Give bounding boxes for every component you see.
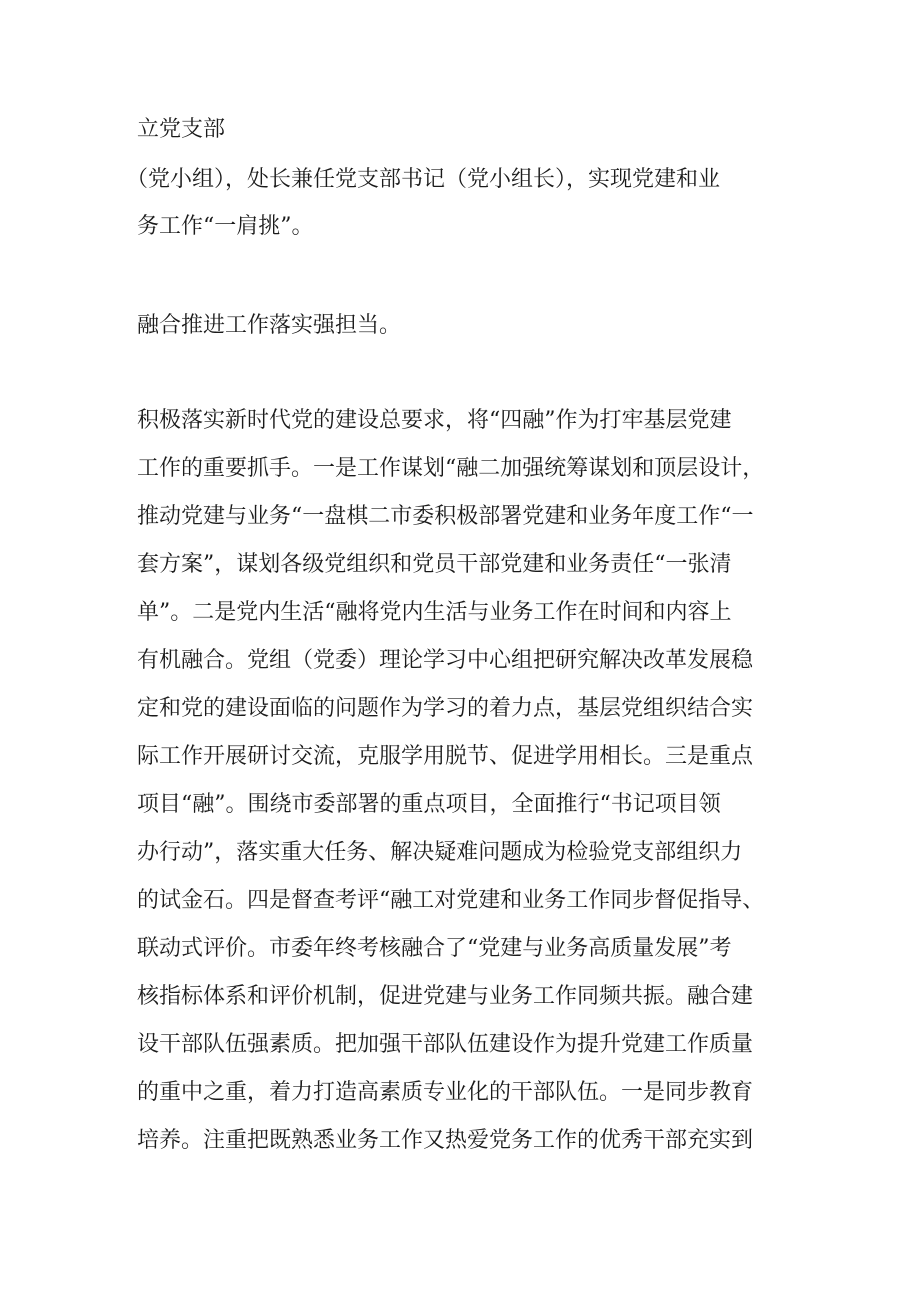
text-line: 办行动”，落实重大任务、解决疑难问题成为检验党支部组织力 — [137, 840, 743, 865]
text-line: 立党支部 — [137, 117, 226, 142]
text-line: 套方案”，谋划各级党组织和党员干部党建和业务责任“一张清 — [137, 552, 732, 577]
text-line: 积极落实新时代党的建设总要求，将“四融”作为打牢基层党建 — [137, 408, 732, 433]
text-line: 有机融合。党组（党委）理论学习中心组把研究解决改革发展稳 — [137, 648, 754, 673]
text-line: 核指标体系和评价机制，促进党建与业务工作同频共振。融合建 — [137, 984, 754, 1009]
text-line: 际工作开展研讨交流，克服学用脱节、促进学用相长。三是重点 — [137, 744, 754, 769]
text-line: 务工作“一肩挑”。 — [137, 214, 314, 239]
text-line: 设干部队伍强素质。把加强干部队伍建设作为提升党建工作质量 — [137, 1032, 754, 1057]
text-line: （党小组），处长兼任党支部书记（党小组长），实现党建和业 — [126, 167, 721, 192]
text-line: 融合推进工作落实强担当。 — [137, 313, 402, 338]
text-line: 培养。注重把既熟悉业务工作又热爱党务工作的优秀干部充实到 — [137, 1128, 754, 1153]
text-line: 单”。二是党内生活“融将党内生活与业务工作在时间和内容上 — [137, 600, 732, 625]
text-line: 的试金石。四是督查考评“融工对党建和业务工作同步督促指导、 — [137, 888, 765, 913]
text-line: 推动党建与业务“一盘棋二市委积极部署党建和业务年度工作“一 — [137, 504, 754, 529]
text-line: 项目“融”。围绕市委部署的重点项目，全面推行“书记项目领 — [137, 792, 721, 817]
text-line: 的重中之重，着力打造高素质专业化的干部队伍。一是同步教育 — [137, 1080, 754, 1105]
text-line: 联动式评价。市委年终考核融合了“党建与业务高质量发展”考 — [137, 936, 732, 961]
text-line: 工作的重要抓手。一是工作谋划“融二加强统筹谋划和顶层设计， — [137, 456, 765, 481]
text-line: 定和党的建设面临的问题作为学习的着力点，基层党组织结合实 — [137, 696, 754, 721]
